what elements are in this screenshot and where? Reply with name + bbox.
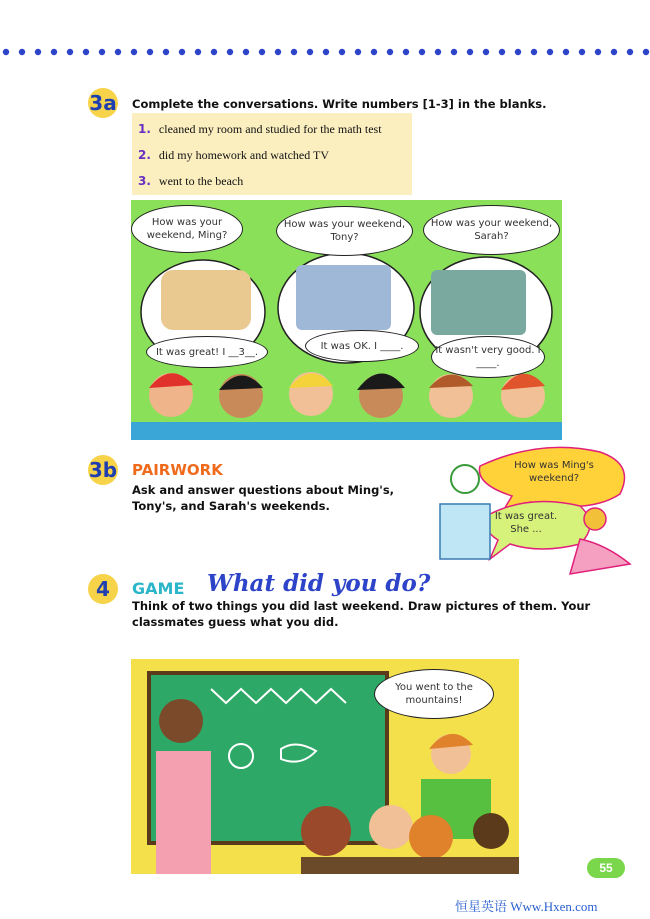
pairwork-question-bubble: How was Ming's weekend? (514, 460, 594, 484)
site-watermark: 恒星英语 Www.Hxen.com (455, 899, 598, 914)
phrase-number: 1. (138, 122, 151, 136)
game-title: What did you do? (207, 570, 431, 597)
game-label: GAME (132, 579, 185, 598)
pairwork-answer-bubble: It was great. She ... (494, 511, 558, 535)
speech-bubble-ming-answer: It was great! I __3__. (146, 336, 268, 368)
phrase-text: did my homework and watched TV (158, 148, 329, 162)
speech-bubble-sarah-answer: It wasn't very good. I ____. (431, 336, 545, 378)
phrase-text: went to the beach (158, 174, 244, 188)
classroom-illustration (131, 659, 519, 874)
phrase-item (138, 174, 243, 189)
instruction-4: Think of two things you did last weekend. Draw pictures of them. Your classmates guess what you did. (132, 599, 591, 629)
phrase-number: 3. (138, 174, 151, 188)
section-badge-3b: 3b (88, 455, 118, 485)
instruction-3a: Complete the conversations. Write numbers [1-3] in the blanks. (132, 97, 547, 111)
phrase-text: cleaned my room and studied for the math test (158, 122, 382, 136)
mountains-speech-bubble: You went to the mountains! (374, 669, 494, 719)
instruction-3b: Ask and answer questions about Ming's, Tony's, and Sarah's weekends. (132, 483, 395, 513)
speech-bubble-sarah-question: How was your weekend, Sarah? (423, 205, 560, 255)
dotted-border (0, 44, 650, 60)
phrase-item (138, 122, 382, 137)
speech-bubble-tony-answer: It was OK. I ____. (305, 330, 419, 362)
section-badge-3a: 3a (88, 88, 118, 118)
phrase-item (138, 148, 329, 163)
pairwork-title: PAIRWORK (132, 461, 223, 479)
phrase-number: 2. (138, 148, 151, 162)
conversation-illustration (131, 200, 562, 440)
speech-bubble-ming-question: How was your weekend, Ming? (131, 205, 243, 253)
page-number: 55 (587, 858, 625, 878)
section-badge-4: 4 (88, 574, 118, 604)
phrase-box (132, 113, 412, 195)
speech-bubble-tony-question: How was your weekend, Tony? (276, 206, 413, 256)
